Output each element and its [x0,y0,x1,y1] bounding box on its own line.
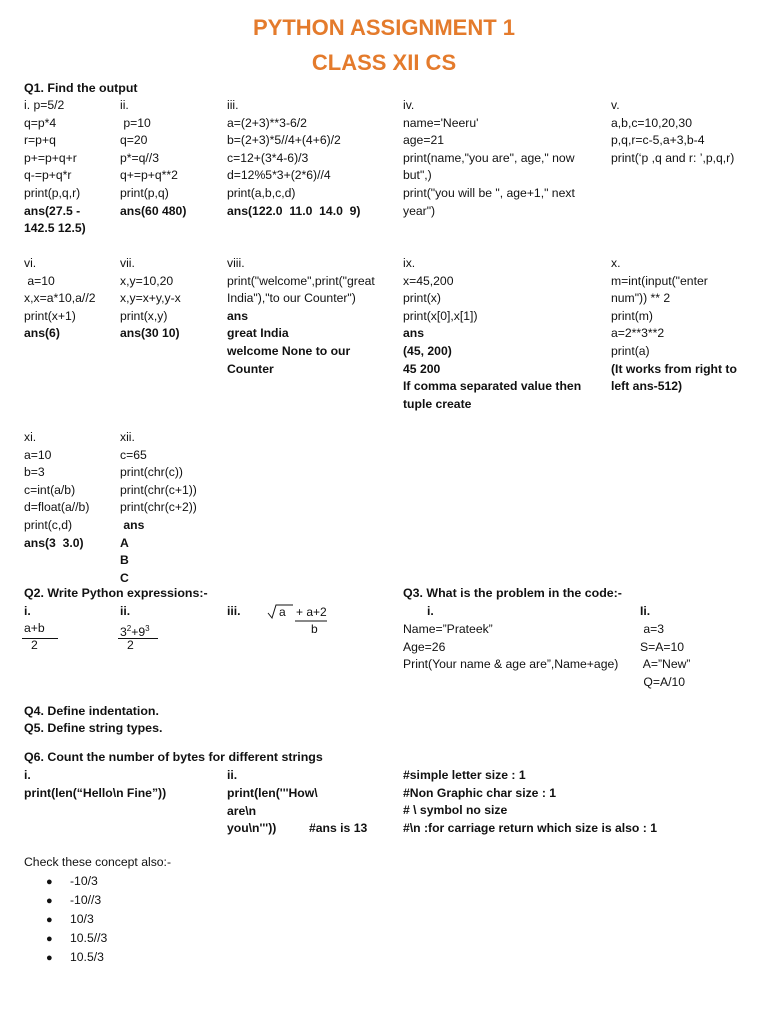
code-line: p*=q//3 [120,150,159,165]
code-line: print(a,b,c,d) [227,185,296,200]
concept-text: 10.5/3 [70,950,104,964]
concept-text: -10//3 [70,893,102,907]
answer-line: ans(30 10) [120,326,180,341]
text-line: #\n :for carriage return which size is also : 1 [403,820,657,835]
code-line: num")) ** 2 [611,291,671,306]
code-line: v. [611,98,620,112]
q4-text: Q4. Define indentation. [24,704,159,718]
answer-line: ans(122.0 11.0 14.0 9) [227,203,361,218]
text-line: Q=A/10 [640,674,686,689]
code-line: x,y=10,20 [120,273,174,288]
answer-line: ans(6) [24,326,60,341]
q1-block-iii [227,97,360,220]
q1-block-x [611,255,737,396]
bullet-icon: ● [46,895,53,907]
bullet-icon: ● [46,933,53,945]
code-line: p+=p+q+r [24,150,77,165]
code-line: b=3 [24,465,45,480]
code-line: q=p*4 [24,115,57,130]
concepts-list [24,872,107,967]
code-line: p,q,r=c-5,a+3,b-4 [611,133,705,148]
code-line: but",) [403,168,432,183]
code-line: print("welcome",print("great [227,273,375,288]
text-line: print(len('''How\ [227,786,318,800]
code-line: c=12+(3*4-6)/3 [227,150,309,165]
q1-heading: Q1. Find the output [24,81,138,95]
concept-item [24,872,107,891]
code-line: m=int(input("enter [611,273,708,288]
q6-i-label: i. [24,768,31,782]
q3-ii-label: Ii. [640,604,651,618]
q2-ii-fraction-bar [118,638,158,639]
bullet-icon: ● [46,952,53,964]
q2-iii-expression [265,603,335,637]
code-line: b=(2+3)*5//4+(4+6)/2 [227,133,341,148]
q2-heading: Q2. Write Python expressions:- [24,586,208,600]
q2-i-label: i. [24,604,31,618]
code-line: ix. [403,256,416,270]
q2-i-numerator: a+b [24,621,45,635]
title-line-1: PYTHON ASSIGNMENT 1 [253,15,515,40]
concepts-heading: Check these concept also:- [24,855,172,869]
text-line: Name=”Prateek” [403,622,493,636]
concept-item [24,948,107,967]
code-line: a=(2+3)**3-6/2 [227,115,307,130]
q6-ii-label: ii. [227,768,238,782]
answer-line: ans [227,308,249,323]
code-line: p=10 [120,115,151,130]
text-line: A=”New” [640,657,691,672]
text-line: Print(Your name & age are”,Name+age) [403,657,619,672]
answer-line: C [120,570,129,585]
bullet-icon: ● [46,914,53,926]
answer-line: 142.5 12.5) [24,221,86,236]
answer-line: A [120,535,129,550]
code-line: name='Neeru' [403,115,479,130]
code-line: print("you will be ", age+1," next [403,185,575,200]
code-line: a,b,c=10,20,30 [611,115,692,130]
code-line: a=2**3**2 [611,326,665,341]
text-line: a=3 [640,622,665,636]
text-line: are\n [227,803,257,818]
code-line: print(name,"you are", age," now [403,150,575,165]
code-line: iv. [403,98,415,112]
q2-ii-label: ii. [120,604,131,618]
answer-line: ans(27.5 - [24,203,81,218]
code-line: India"),"to our Counter") [227,291,356,306]
q1-block-xii [120,429,197,587]
code-line: print(m) [611,308,653,323]
answer-line: ans [403,326,425,341]
text-line: #Non Graphic char size : 1 [403,785,557,800]
code-line: print(x[0],x[1]) [403,308,478,323]
q3-ii-code [640,621,690,691]
code-line: print(‘p ,q and r: ’,p,q,r) [611,150,735,165]
code-line: x. [611,256,621,270]
q2-iii-denominator: b [311,622,318,636]
answer-line: great India [227,326,289,341]
concept-item [24,891,107,910]
q3-i-code [403,621,618,674]
q6-ii-note: #ans is 13 [309,821,368,835]
code-line: print(p,q,r) [24,185,81,200]
bullet-icon: ● [46,876,53,888]
code-line: q=20 [120,133,148,148]
answer-line: ans [120,517,145,532]
q2-i-denominator: 2 [31,638,38,652]
code-line: a=10 [24,273,55,288]
code-line: i. p=5/2 [24,98,65,112]
concept-text: 10/3 [70,912,94,926]
q5-text: Q5. Define string types. [24,721,163,735]
text-line: #simple letter size : 1 [403,768,526,782]
code-line: c=65 [120,447,147,462]
q1-block-ix [403,255,581,413]
code-line: print(x) [403,291,441,306]
q2-ii-numerator: $3^2+9^3$ [120,624,150,640]
answer-line: ans(60 480) [120,203,187,218]
code-line: print(a) [611,343,650,358]
q2-iii-radicand: a [279,605,286,619]
code-line: vii. [120,256,135,270]
code-line: vi. [24,256,37,270]
concept-text: -10/3 [70,874,98,888]
code-line: d=float(a//b) [24,500,90,515]
concept-item [24,910,107,929]
concept-item [24,929,107,948]
code-line: print(x+1) [24,308,76,323]
answer-line: B [120,553,129,568]
q2-iii-plus: + a+2 [296,605,327,619]
q2-ii-denominator: 2 [127,638,134,652]
code-line: age=21 [403,133,445,148]
answer-line: If comma separated value then [403,379,582,394]
q3-i-label: i. [427,604,434,618]
code-line: c=int(a/b) [24,482,76,497]
code-line: print(c,d) [24,517,73,532]
code-line: d=12%5*3+(2*6)//4 [227,168,331,183]
code-line: x=45,200 [403,273,454,288]
answer-line: Counter [227,361,274,376]
q1-block-viii [227,255,375,378]
q1-block-v [611,97,734,167]
code-line: print(chr(c+1)) [120,482,197,497]
code-line: print(chr(c)) [120,465,183,480]
code-line: year") [403,203,436,218]
code-line: x,x=a*10,a//2 [24,291,96,306]
q3-heading: Q3. What is the problem in the code:- [403,586,622,600]
answer-line: ans(3 3.0) [24,535,84,550]
code-line: ii. [120,98,129,112]
text-line: S=A=10 [640,639,685,654]
q6-i-code: print(len(“Hello\n Fine”)) [24,786,167,800]
answer-line: tuple create [403,396,472,411]
answer-line: left ans-512) [611,379,683,394]
q6-ii-code [227,785,318,838]
q2-i-fraction-bar [22,638,58,639]
code-line: q+=p+q**2 [120,168,178,183]
answer-line: welcome None to our [227,343,351,358]
title-line-2: CLASS XII CS [311,50,457,75]
answer-line: 45 200 [403,361,441,376]
code-line: xi. [24,430,37,444]
code-line: r=p+q [24,133,56,148]
answer-line: (It works from right to [611,361,737,376]
concept-text: 10.5//3 [70,931,108,945]
answer-line: (45, 200) [403,343,452,358]
text-line: Age=26 [403,639,446,654]
code-line: print(chr(c+2)) [120,500,197,515]
q6-heading: Q6. Count the number of bytes for different strings [24,750,323,764]
code-line: print(p,q) [120,185,169,200]
q1-block-ii [120,97,186,220]
q1-block-iv [403,97,575,220]
q1-block-vi [24,255,95,343]
q2-iii-label: iii. [227,604,241,618]
text-line: # \ symbol no size [403,803,508,818]
code-line: q-=p+q*r [24,168,72,183]
code-line: a=10 [24,447,52,462]
code-line: viii. [227,256,245,270]
code-line: print(x,y) [120,308,168,323]
code-line: xii. [120,430,135,444]
code-line: x,y=x+y,y-x [120,291,181,306]
q1-block-vii [120,255,181,343]
text-line: you\n''')) [227,821,277,836]
q6-notes [403,767,657,837]
q1-block-i [24,97,86,238]
code-line: iii. [227,98,239,112]
q1-block-xi [24,429,89,552]
